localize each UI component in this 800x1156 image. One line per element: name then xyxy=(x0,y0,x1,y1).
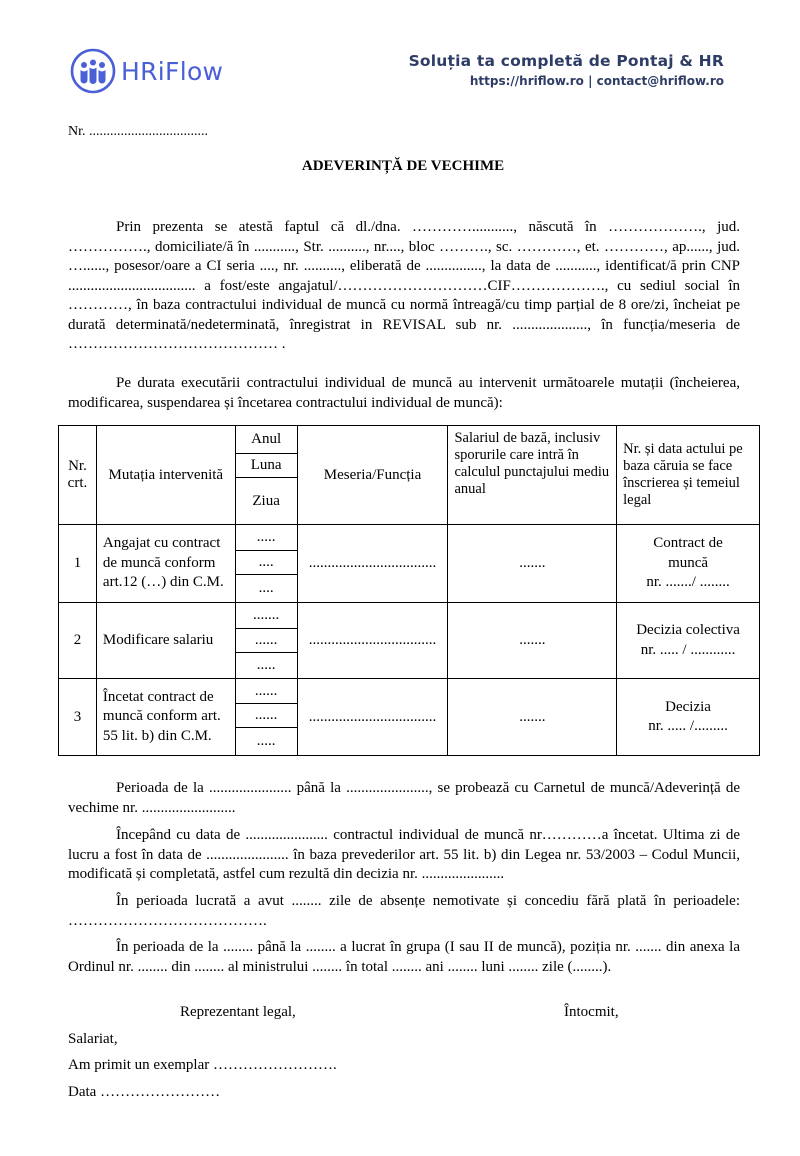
mutations-table xyxy=(58,425,760,756)
act-number: nr. ..... /......... xyxy=(648,718,728,734)
row-luna: .... xyxy=(235,551,297,575)
termination-paragraph: Începând cu data de ...................... contractul individual de muncă nr…………a încetat. Ultima zi de lucru a fost în data de ...................... în baza prevederilor art. 55 lit. b) din Legea nr. 53/2003 – Codul Muncii, modificată și completată, astfel cum rezultă din decizia nr. ...................... xyxy=(68,827,740,882)
row-mutatia: Încetat contract de muncă conform art. 55 lit. b) din C.M. xyxy=(96,679,235,756)
row-salariul: ....... xyxy=(448,525,617,603)
row-salariul: ....... xyxy=(448,603,617,679)
row-anul: ....... xyxy=(235,603,297,629)
employee-label: Salariat, xyxy=(68,1031,118,1047)
row-act xyxy=(617,525,760,603)
act-type: Decizia colectiva xyxy=(636,622,740,638)
table-row xyxy=(59,679,760,704)
date-line: Data …………………… xyxy=(68,1084,221,1100)
row-meseria: .................................. xyxy=(297,603,448,679)
row-meseria: .................................. xyxy=(297,525,448,603)
row-anul: ..... xyxy=(235,525,297,551)
header-actul: Nr. și data actului pe baza căruia se face înscrierea și temeiul legal xyxy=(617,426,760,525)
mutations-intro-paragraph: Pe durata executării contractului individual de muncă au intervenit următoarele mutații (încheierea, modificarea, suspendarea și încetarea contractului individual de muncă): xyxy=(68,375,740,411)
period-proof-paragraph: Perioada de la ...................... până la ......................, se probează cu Carnetul de muncă/Adeverință de vechime nr. ......................... xyxy=(68,780,740,816)
table-row xyxy=(59,525,760,551)
row-ziua: ..... xyxy=(235,653,297,679)
contact-line: https://hriflow.ro | contact@hriflow.ro xyxy=(469,74,724,88)
brand-logo xyxy=(70,48,223,94)
table-row xyxy=(59,603,760,629)
intro-paragraph: Prin prezenta se atestă faptul că dl./dna. …………..........., născută în ………………., jud. ……………., domiciliate/ă în ..........., Str. .........., nr...., bloc ………., sc. …………, et. …………, ap......, jud. …......, posesor/oare a CI seria ...., nr. .........., eliberată de ..............., la data de ..........., identificat/ă prin CNP .................................. a fost/este angajatul/…………………………CIF………………., cu sediul social în …………, în baza contractului individual de muncă cu normă întreagă/cu timp parțial de 8 ore/zi, încheiat pe durată determinată/nedeterminată, înregistrat in REVISAL sub nr. ...................., în funcția/meseria de …………………………………… . xyxy=(68,219,740,352)
people-group-icon xyxy=(70,48,116,94)
tagline-text: Soluția ta completă de Pontaj & HR xyxy=(408,52,724,70)
logo-wordmark: HRiFlow xyxy=(121,56,224,86)
row-nr: 2 xyxy=(59,603,97,679)
header-nr-crt: Nr. crt. xyxy=(59,426,97,525)
row-act xyxy=(617,603,760,679)
row-nr: 1 xyxy=(59,525,97,603)
document-title: ADEVERINȚĂ DE VECHIME xyxy=(301,158,505,174)
prepared-by-label: Întocmit, xyxy=(564,1004,619,1020)
row-ziua: ..... xyxy=(235,728,297,756)
row-luna: ...... xyxy=(235,629,297,653)
header-salariul: Salariul de bază, inclusiv sporurile care intră în calculul punctajului mediu anual xyxy=(448,426,617,525)
row-salariul: ....... xyxy=(448,679,617,756)
row-ziua: .... xyxy=(235,575,297,603)
header-meseria: Meseria/Funcția xyxy=(297,426,448,525)
row-meseria: .................................. xyxy=(297,679,448,756)
row-luna: ...... xyxy=(235,704,297,728)
row-anul: ...... xyxy=(235,679,297,704)
act-number: nr. ..... / ............ xyxy=(640,641,736,658)
letterhead xyxy=(0,0,800,110)
company-tagline xyxy=(409,52,724,88)
document-number: Nr. .................................. xyxy=(68,124,208,139)
absences-paragraph: În perioada lucrată a avut ........ zile de absențe nemotivate și concediu fără plată în perioadele: …………………………………. xyxy=(68,893,740,929)
header-mutatia: Mutația intervenită xyxy=(96,426,235,525)
row-nr: 3 xyxy=(59,679,97,756)
row-mutatia: Modificare salariu xyxy=(96,603,235,679)
work-group-paragraph: În perioada de la ........ până la ........ a lucrat în grupa (I sau II de muncă), poziția nr. ....... din anexa la Ordinul nr. ........ din ........ al ministrului ........ în total ........ ani ........ luni ........ zile (........). xyxy=(68,939,740,975)
act-number: nr. ......./ ........ xyxy=(646,574,730,591)
table-header-row xyxy=(59,426,760,454)
act-type: Decizia xyxy=(665,698,711,715)
header-ziua: Ziua xyxy=(235,478,297,525)
row-act xyxy=(617,679,760,756)
header-luna: Luna xyxy=(235,454,297,478)
legal-representative-label: Reprezentant legal, xyxy=(180,1004,296,1020)
act-type: Contract de muncă xyxy=(653,535,723,571)
row-mutatia: Angajat cu contract de muncă conform art.12 (…) din C.M. xyxy=(96,525,235,603)
header-anul: Anul xyxy=(235,426,297,454)
received-copy-line: Am primit un exemplar ……………………. xyxy=(68,1057,337,1073)
